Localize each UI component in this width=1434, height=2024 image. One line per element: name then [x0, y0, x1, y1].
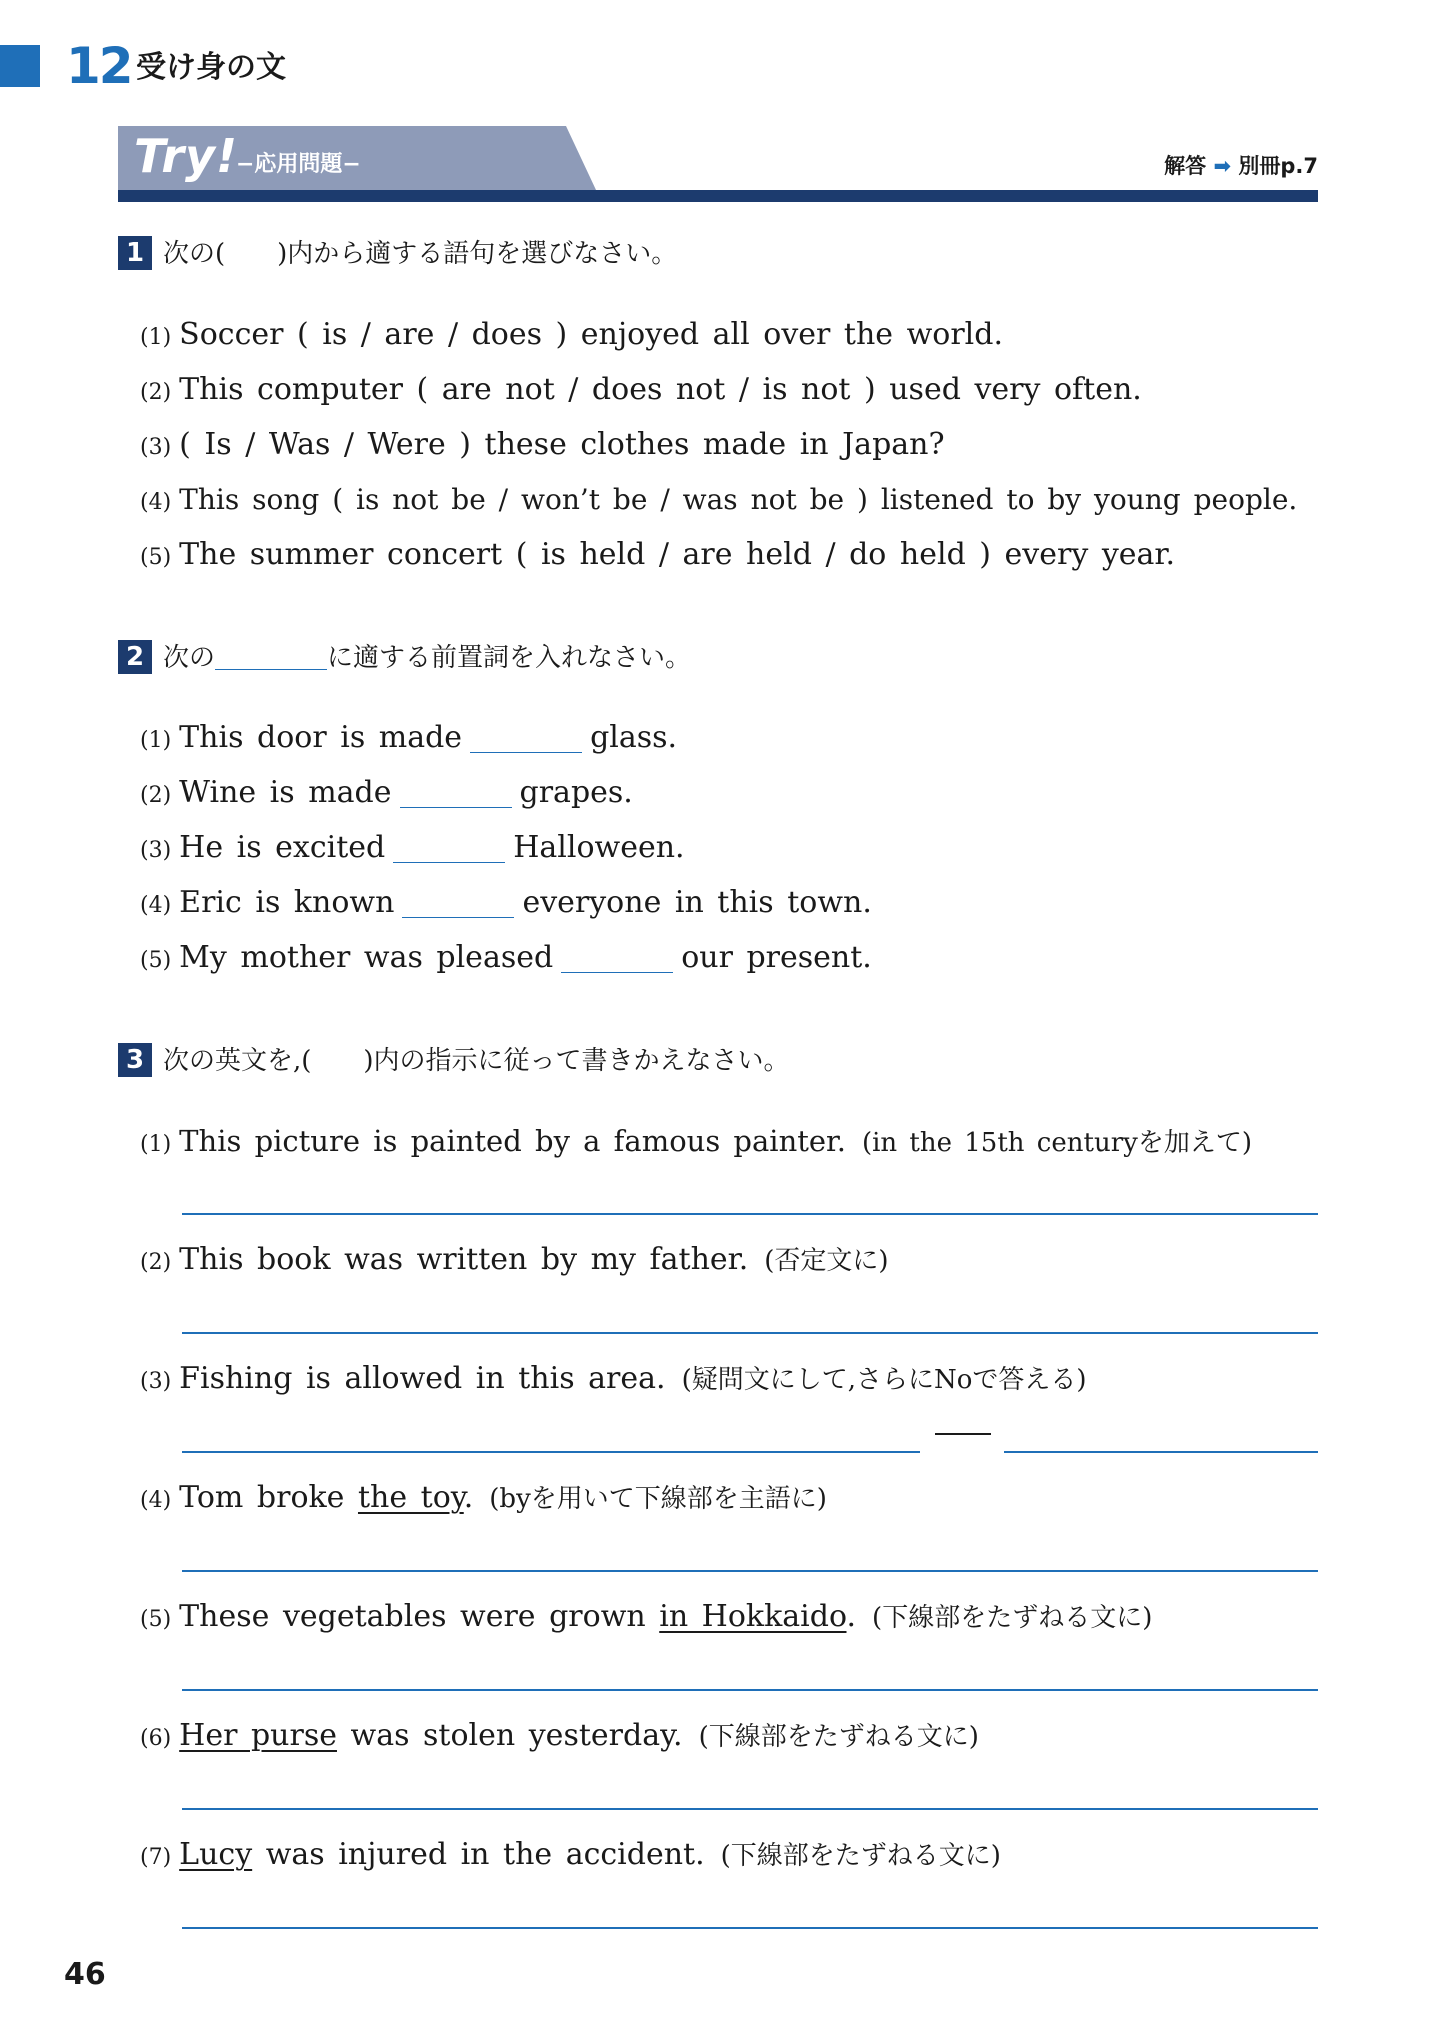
question-before: My mother was pleased: [179, 940, 554, 975]
question-number: (1): [140, 728, 172, 753]
instruction-post: に適する前置詞を入れなさい。: [327, 643, 692, 673]
s3-question-1: [140, 1121, 1252, 1165]
question-before: Wine is made: [179, 775, 392, 810]
answer-line[interactable]: [182, 1808, 1318, 1810]
answer-blank[interactable]: [400, 777, 512, 808]
s2-question-1: [140, 718, 677, 761]
question-number: (2): [140, 783, 172, 808]
question-text: The summer concert ( is held / are held / do held ) every year.: [179, 537, 1176, 572]
s3-question-4: [140, 1478, 827, 1521]
question-number: (1): [140, 325, 172, 350]
arrow-right-icon: ➡: [1213, 154, 1232, 178]
try-subtitle: −応用問題−: [236, 152, 361, 177]
blank-sample: [215, 645, 327, 670]
question-number: (4): [140, 893, 172, 918]
banner-rule: [118, 190, 1318, 202]
s2-question-2: [140, 773, 633, 816]
answer-blank[interactable]: [470, 722, 582, 753]
question-number: (2): [140, 380, 172, 405]
section-1-number: 1: [118, 236, 152, 270]
section-2-instruction: [163, 640, 691, 676]
s1-question-4: [140, 480, 1297, 523]
question-text: This computer ( are not / does not / is not ) used very often.: [179, 372, 1142, 407]
s2-question-3: [140, 828, 685, 871]
question-pre: These vegetables were grown: [179, 1599, 660, 1634]
question-number: (4): [140, 1488, 172, 1513]
question-number: (5): [140, 1607, 172, 1632]
question-number: (3): [140, 838, 172, 863]
chapter-tab: [0, 45, 40, 87]
question-before: Eric is known: [179, 885, 395, 920]
answer-line[interactable]: [182, 1332, 1318, 1334]
question-post: .: [846, 1599, 857, 1634]
separator-dash: [935, 1433, 991, 1435]
question-number: (4): [140, 490, 172, 515]
question-number: (3): [140, 1369, 172, 1394]
question-text: This song ( is not be / won’t be / was not be ) listened to by young people.: [179, 483, 1298, 516]
question-number: (3): [140, 435, 172, 460]
question-number: (7): [140, 1845, 172, 1870]
s3-question-5: [140, 1597, 1152, 1640]
question-text: This book was written by my father.: [179, 1242, 749, 1277]
question-instruction: (疑問文にして,さらにNoで答える): [681, 1365, 1087, 1395]
answer-line-question[interactable]: [182, 1451, 920, 1453]
answer-reference: [1164, 152, 1318, 180]
question-pre: Tom broke: [179, 1480, 358, 1515]
s2-question-4: [140, 883, 872, 926]
question-after: grapes.: [519, 775, 633, 810]
question-text: This picture is painted by a famous painter.: [179, 1124, 846, 1158]
question-number: (5): [140, 948, 172, 973]
try-label: Try!: [134, 129, 238, 183]
question-after: Halloween.: [513, 830, 685, 865]
question-instruction: (否定文に): [764, 1246, 889, 1276]
question-instruction: (下線部をたずねる文に): [720, 1841, 1001, 1871]
s1-question-3: [140, 425, 945, 468]
question-instruction: (in the 15th centuryを加えて): [861, 1128, 1252, 1158]
question-after: our present.: [681, 940, 872, 975]
chapter-number: 12: [66, 37, 132, 95]
answer-line[interactable]: [182, 1570, 1318, 1572]
s3-question-3: [140, 1359, 1087, 1402]
answer-line-reply[interactable]: [1004, 1451, 1318, 1453]
section-3-instruction: 次の英文を,( )内の指示に従って書きかえなさい。: [163, 1046, 790, 1076]
question-text: Soccer ( is / are / does ) enjoyed all over the world.: [179, 317, 1003, 352]
answer-line[interactable]: [182, 1927, 1318, 1929]
question-post: was injured in the accident.: [252, 1837, 705, 1872]
answer-blank[interactable]: [402, 887, 514, 918]
answer-page: 別冊p.7: [1238, 154, 1318, 178]
answer-blank[interactable]: [561, 942, 673, 973]
question-before: This door is made: [179, 720, 463, 755]
question-before: He is excited: [179, 830, 386, 865]
section-1-instruction: 次の( )内から適する語句を選びなさい。: [163, 239, 678, 269]
question-after: glass.: [590, 720, 678, 755]
s1-question-1: [140, 315, 1003, 358]
section-3-number: 3: [118, 1043, 152, 1077]
question-text: Fishing is allowed in this area.: [179, 1361, 666, 1396]
s1-question-2: [140, 370, 1142, 413]
question-post: was stolen yesterday.: [336, 1718, 683, 1753]
answer-blank[interactable]: [393, 832, 505, 863]
underlined-phrase: Her purse: [179, 1718, 337, 1753]
s1-question-5: [140, 535, 1175, 578]
answer-line[interactable]: [182, 1213, 1318, 1215]
page-number: 46: [64, 1957, 106, 1992]
answer-line[interactable]: [182, 1689, 1318, 1691]
answer-label: 解答: [1164, 154, 1207, 178]
s2-question-5: [140, 938, 872, 981]
question-after: everyone in this town.: [522, 885, 872, 920]
s3-question-2: [140, 1240, 889, 1283]
underlined-phrase: the toy: [357, 1480, 464, 1515]
chapter-title: 受け身の文: [136, 50, 286, 85]
question-number: (6): [140, 1726, 172, 1751]
section-2-number: 2: [118, 640, 152, 674]
s3-question-6: [140, 1716, 979, 1759]
s3-question-7: [140, 1835, 1001, 1878]
question-post: .: [463, 1480, 474, 1515]
instruction-pre: 次の: [163, 643, 216, 673]
question-instruction: (下線部をたずねる文に): [872, 1603, 1153, 1633]
underlined-phrase: in Hokkaido: [659, 1599, 847, 1634]
question-text: ( Is / Was / Were ) these clothes made in Japan?: [179, 427, 945, 462]
question-number: (2): [140, 1250, 172, 1275]
question-number: (5): [140, 545, 172, 570]
question-number: (1): [140, 1132, 172, 1157]
question-instruction: (byを用いて下線部を主語に): [489, 1484, 827, 1514]
question-instruction: (下線部をたずねる文に): [698, 1722, 979, 1752]
underlined-phrase: Lucy: [179, 1837, 253, 1872]
